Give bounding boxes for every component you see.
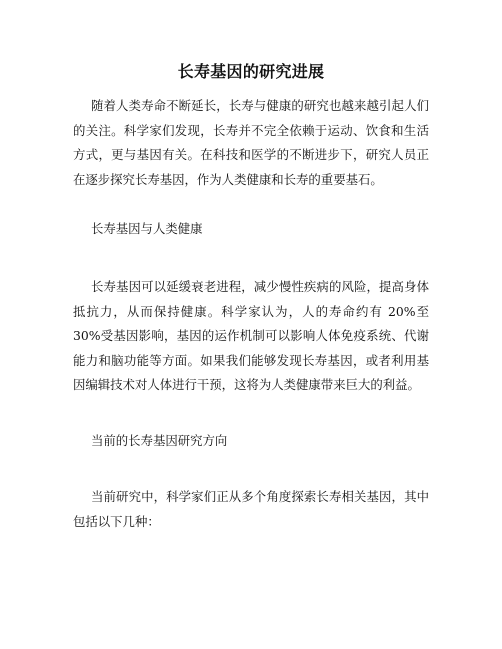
section-heading-health: 长寿基因与人类健康	[91, 221, 203, 236]
document-title: 长寿基因的研究进展	[177, 62, 325, 81]
section-heading-research: 当前的长寿基因研究方向	[91, 433, 228, 448]
intro-paragraph: 随着人类寿命不断延长，长寿与健康的研究也越来越引起人们的关注。科学家们发现，长寿并不完全依赖于运动、饮食和生活方式，更与基因有关。在科技和医学的不断进步下，研究人员正在逐步探究长寿基因，作为人类健康和长寿的重要基石。	[73, 98, 429, 187]
research-paragraph: 当前研究中，科学家们正从多个角度探索长寿相关基因，其中包括以下几种：	[73, 489, 429, 529]
health-paragraph: 长寿基因可以延缓衰老进程，减少慢性疾病的风险，提高身体抵抗力，从而保持健康。科学家认为，人的寿命约有 20%至 30%受基因影响，基因的运作机制可以影响人体免疫系统、代谢能力和脑功能等方面。如果我们能够发现长寿基因，或者利用基因编辑技术对人体进行干预，这将为人类健康带来巨大的利益。	[73, 279, 429, 392]
